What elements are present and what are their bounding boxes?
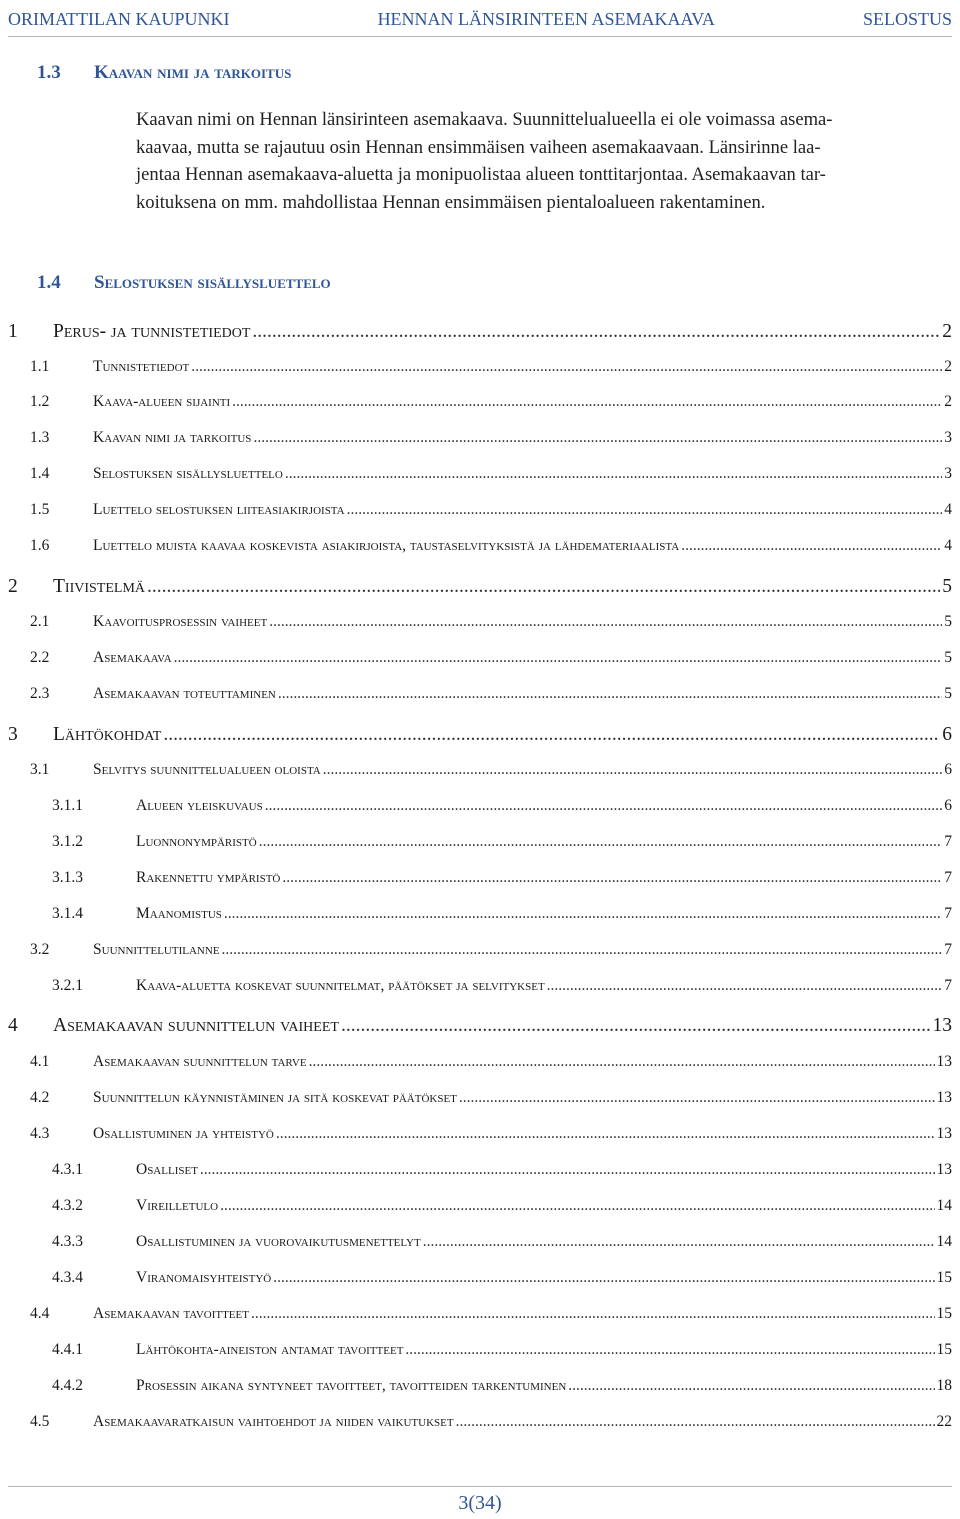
toc-entry[interactable] — [52, 833, 952, 855]
toc-entry-number: 2.2 — [30, 649, 50, 666]
toc-entry-title: Asemakaavan suunnittelun tarve — [93, 1053, 307, 1070]
toc-dot-leader — [347, 501, 943, 519]
toc-entry-title: Prosessin aikana syntyneet tavoitteet, tavoitteiden tarkentuminen — [136, 1377, 567, 1394]
toc-entry[interactable] — [52, 1197, 952, 1219]
toc-dot-leader — [459, 1089, 935, 1107]
toc-entry-page: 6 — [942, 724, 952, 745]
toc-entry-number: 3.1.1 — [52, 797, 83, 814]
toc-entry-number: 1.1 — [30, 358, 50, 375]
toc-entry-number: 2.3 — [30, 685, 50, 702]
toc-dot-leader — [253, 429, 942, 447]
toc-entry-title: Osalliset — [136, 1161, 198, 1178]
toc-entry[interactable] — [30, 613, 952, 635]
toc-entry-page: 15 — [936, 1269, 952, 1286]
toc-dot-leader — [568, 1377, 934, 1395]
toc-entry-page: 7 — [944, 869, 952, 886]
toc-entry[interactable] — [30, 393, 952, 415]
toc-entry-number: 1 — [8, 321, 18, 342]
toc-dot-leader — [285, 465, 942, 483]
toc-entry-number: 4.4.1 — [52, 1341, 83, 1358]
header-document-title: HENNAN LÄNSIRINTEEN ASEMAKAAVA — [377, 8, 715, 29]
toc-entry[interactable] — [8, 1015, 952, 1039]
toc-entry-number: 4.3.4 — [52, 1269, 83, 1286]
toc-entry-page: 13 — [936, 1089, 952, 1106]
toc-entry-title: Luettelo selostuksen liiteasiakirjoista — [93, 501, 345, 518]
toc-dot-leader — [323, 761, 943, 779]
toc-entry[interactable] — [30, 501, 952, 523]
toc-dot-leader — [220, 1197, 934, 1215]
toc-entry-title: Lähtökohta-aineiston antamat tavoitteet — [136, 1341, 404, 1358]
toc-entry-title: Asemakaavan toteuttaminen — [93, 685, 276, 702]
toc-entry[interactable] — [30, 1305, 952, 1327]
toc-entry-title: Suunnittelun käynnistäminen ja sitä koskevat päätökset — [93, 1089, 457, 1106]
toc-entry-page: 15 — [936, 1305, 952, 1322]
toc-entry-number: 4.3.2 — [52, 1197, 83, 1214]
toc-entry-page: 2 — [944, 358, 952, 375]
header-organization: ORIMATTILAN KAUPUNKI — [8, 8, 230, 29]
toc-dot-leader — [681, 537, 942, 555]
page-number: 3(34) — [458, 1492, 502, 1514]
toc-entry-title: Maanomistus — [136, 905, 222, 922]
toc-entry-title: Osallistuminen ja yhteistyö — [93, 1125, 274, 1142]
toc-entry-number: 4 — [8, 1015, 18, 1036]
toc-entry-title: Kaavoitusprosessin vaiheet — [93, 613, 268, 630]
toc-dot-leader — [224, 905, 942, 923]
toc-entry[interactable] — [8, 321, 952, 345]
toc-entry-page: 5 — [944, 649, 952, 666]
toc-entry[interactable] — [30, 537, 952, 559]
toc-dot-leader — [265, 797, 943, 815]
toc-entry-title: Alueen yleiskuvaus — [136, 797, 263, 814]
page-header — [8, 2, 952, 37]
toc-dot-leader — [232, 393, 942, 411]
toc-dot-leader — [405, 1341, 934, 1359]
toc-entry-page: 5 — [944, 613, 952, 630]
toc-entry-number: 4.2 — [30, 1089, 50, 1106]
toc-dot-leader — [222, 941, 943, 959]
toc-entry[interactable] — [52, 1233, 952, 1255]
toc-entry-page: 13 — [936, 1125, 952, 1142]
section-title: Selostuksen sisällysluettelo — [94, 272, 331, 293]
toc-entry[interactable] — [52, 977, 952, 999]
toc-entry-title: Tiivistelmä — [53, 576, 146, 597]
toc-entry[interactable] — [30, 685, 952, 707]
toc-entry-page: 14 — [936, 1233, 952, 1250]
toc-entry[interactable] — [52, 905, 952, 927]
header-document-type: SELOSTUS — [862, 8, 952, 29]
toc-entry-page: 6 — [944, 797, 952, 814]
toc-entry-page: 15 — [936, 1341, 952, 1358]
toc-dot-leader — [276, 1125, 935, 1143]
toc-entry-page: 2 — [944, 393, 952, 410]
toc-dot-leader — [163, 724, 940, 746]
toc-entry[interactable] — [52, 1377, 952, 1399]
toc-entry-page: 2 — [942, 321, 952, 342]
toc-entry-page: 13 — [936, 1053, 952, 1070]
toc-entry-title: Kaava-aluetta koskevat suunnitelmat, päätökset ja selvitykset — [136, 977, 545, 994]
toc-entry-number: 4.1 — [30, 1053, 50, 1070]
toc-entry-page: 7 — [944, 941, 952, 958]
toc-entry[interactable] — [30, 1413, 952, 1435]
toc-dot-leader — [456, 1413, 935, 1431]
toc-entry[interactable] — [30, 761, 952, 783]
toc-entry[interactable] — [30, 1125, 952, 1147]
toc-entry-page: 13 — [932, 1015, 952, 1036]
toc-entry-page: 5 — [942, 576, 952, 597]
toc-entry-title: Luettelo muista kaavaa koskevista asiakirjoista, taustaselvityksistä ja lähdemateriaalista — [93, 537, 680, 554]
toc-dot-leader — [423, 1233, 935, 1251]
toc-entry-number: 4.3 — [30, 1125, 50, 1142]
toc-entry-page: 3 — [944, 429, 952, 446]
toc-entry-page: 7 — [944, 905, 952, 922]
toc-entry-page: 18 — [936, 1377, 952, 1394]
toc-entry[interactable] — [52, 797, 952, 819]
toc-dot-leader — [278, 685, 942, 703]
toc-entry-title: Asemakaava — [93, 649, 172, 666]
toc-dot-leader — [547, 977, 943, 995]
toc-entry-title: Vireilletulo — [136, 1197, 219, 1214]
toc-entry-title: Osallistuminen ja vuorovaikutusmenettelyt — [136, 1233, 421, 1250]
toc-entry-number: 3.1 — [30, 761, 50, 778]
toc-entry-title: Kaava-alueen sijainti — [93, 393, 231, 410]
toc-entry-page: 22 — [936, 1413, 952, 1430]
toc-entry-title: Kaavan nimi ja tarkoitus — [93, 429, 252, 446]
section-1-3-paragraph — [136, 106, 948, 216]
toc-entry[interactable] — [52, 1269, 952, 1291]
toc-entry-number: 1.2 — [30, 393, 50, 410]
toc-entry-page: 4 — [944, 501, 952, 518]
toc-entry-number: 1.4 — [30, 465, 50, 482]
paragraph-line: Kaavan nimi on Hennan länsirinteen asemakaava. Suunnittelualueella ei ole voimassa asema- — [136, 109, 833, 130]
toc-entry-title: Asemakaavan suunnittelun vaiheet — [53, 1015, 339, 1036]
toc-entry-number: 4.3.3 — [52, 1233, 83, 1250]
toc-entry[interactable] — [30, 358, 952, 380]
toc-entry-title: Luonnonympäristö — [136, 833, 257, 850]
toc-entry-page: 3 — [944, 465, 952, 482]
toc-dot-leader — [200, 1161, 935, 1179]
toc-entry[interactable] — [52, 1341, 952, 1363]
toc-entry-page: 5 — [944, 685, 952, 702]
toc-entry-title: Viranomaisyhteistyö — [136, 1269, 272, 1286]
toc-entry-number: 4.3.1 — [52, 1161, 83, 1178]
toc-entry-number: 2 — [8, 576, 18, 597]
toc-entry-number: 3.1.3 — [52, 869, 83, 886]
toc-entry-page: 14 — [936, 1197, 952, 1214]
toc-dot-leader — [282, 869, 942, 887]
toc-entry-number: 3.1.2 — [52, 833, 83, 850]
toc-entry[interactable] — [30, 1053, 952, 1075]
toc-entry-title: Suunnittelutilanne — [93, 941, 220, 958]
toc-entry-number: 1.3 — [30, 429, 50, 446]
toc-entry-page: 13 — [936, 1161, 952, 1178]
toc-dot-leader — [174, 649, 943, 667]
toc-entry-number: 4.5 — [30, 1413, 50, 1430]
toc-entry-number: 3.2 — [30, 941, 50, 958]
toc-entry-title: Asemakaavaratkaisun vaihtoehdot ja niiden vaikutukset — [93, 1413, 454, 1430]
toc-entry-title: Selostuksen sisällysluettelo — [93, 465, 283, 482]
toc-entry-page: 4 — [944, 537, 952, 554]
section-number: 1.3 — [37, 62, 61, 83]
paragraph-line: jentaa Hennan asemakaava-aluetta ja monipuolistaa alueen tonttitarjontaa. Asemakaavan tar- — [136, 164, 826, 185]
toc-entry[interactable] — [52, 1161, 952, 1183]
toc-entry-number: 3.2.1 — [52, 977, 83, 994]
toc-entry-title: Rakennettu ympäristö — [136, 869, 281, 886]
toc-entry-page: 6 — [944, 761, 952, 778]
toc-entry[interactable] — [30, 465, 952, 487]
toc-dot-leader — [309, 1053, 935, 1071]
section-number: 1.4 — [37, 272, 61, 293]
toc-dot-leader — [147, 576, 940, 598]
toc-dot-leader — [341, 1015, 931, 1037]
toc-entry-page: 7 — [944, 977, 952, 994]
paragraph-line: kaavaa, mutta se rajautuu osin Hennan ensimmäisen vaiheen asemakaavaan. Länsirinne laa- — [136, 136, 821, 158]
toc-dot-leader — [251, 1305, 935, 1323]
toc-entry-number: 4.4 — [30, 1305, 50, 1322]
toc-entry-title: Perus- ja tunnistetiedot — [53, 321, 251, 342]
toc-entry-title: Lähtökohdat — [53, 724, 162, 745]
footer-divider — [8, 1486, 952, 1487]
section-title: Kaavan nimi ja tarkoitus — [94, 62, 292, 83]
toc-entry-title: Selvitys suunnittelualueen oloista — [93, 761, 321, 778]
toc-dot-leader — [273, 1269, 934, 1287]
section-1-4-heading — [37, 272, 331, 294]
toc-entry-number: 1.6 — [30, 537, 50, 554]
toc-entry[interactable] — [30, 429, 952, 451]
toc-entry-number: 4.4.2 — [52, 1377, 83, 1394]
toc-entry[interactable] — [8, 576, 952, 600]
toc-entry-number: 1.5 — [30, 501, 50, 518]
toc-entry[interactable] — [8, 724, 952, 748]
toc-entry-number: 3.1.4 — [52, 905, 83, 922]
toc-entry-title: Tunnistetiedot — [93, 358, 190, 375]
toc-dot-leader — [252, 321, 940, 343]
section-1-3-heading — [37, 62, 291, 84]
toc-entry[interactable] — [30, 941, 952, 963]
toc-entry-number: 3 — [8, 724, 18, 745]
toc-entry[interactable] — [30, 1089, 952, 1111]
toc-entry-page: 7 — [944, 833, 952, 850]
toc-entry[interactable] — [30, 649, 952, 671]
toc-entry[interactable] — [52, 869, 952, 891]
toc-dot-leader — [191, 358, 942, 376]
toc-dot-leader — [269, 613, 942, 631]
toc-dot-leader — [259, 833, 943, 851]
toc-entry-number: 2.1 — [30, 613, 50, 630]
toc-entry-title: Asemakaavan tavoitteet — [93, 1305, 249, 1322]
paragraph-line: koituksena on mm. mahdollistaa Hennan ensimmäisen pientaloalueen rakentaminen. — [136, 191, 766, 213]
